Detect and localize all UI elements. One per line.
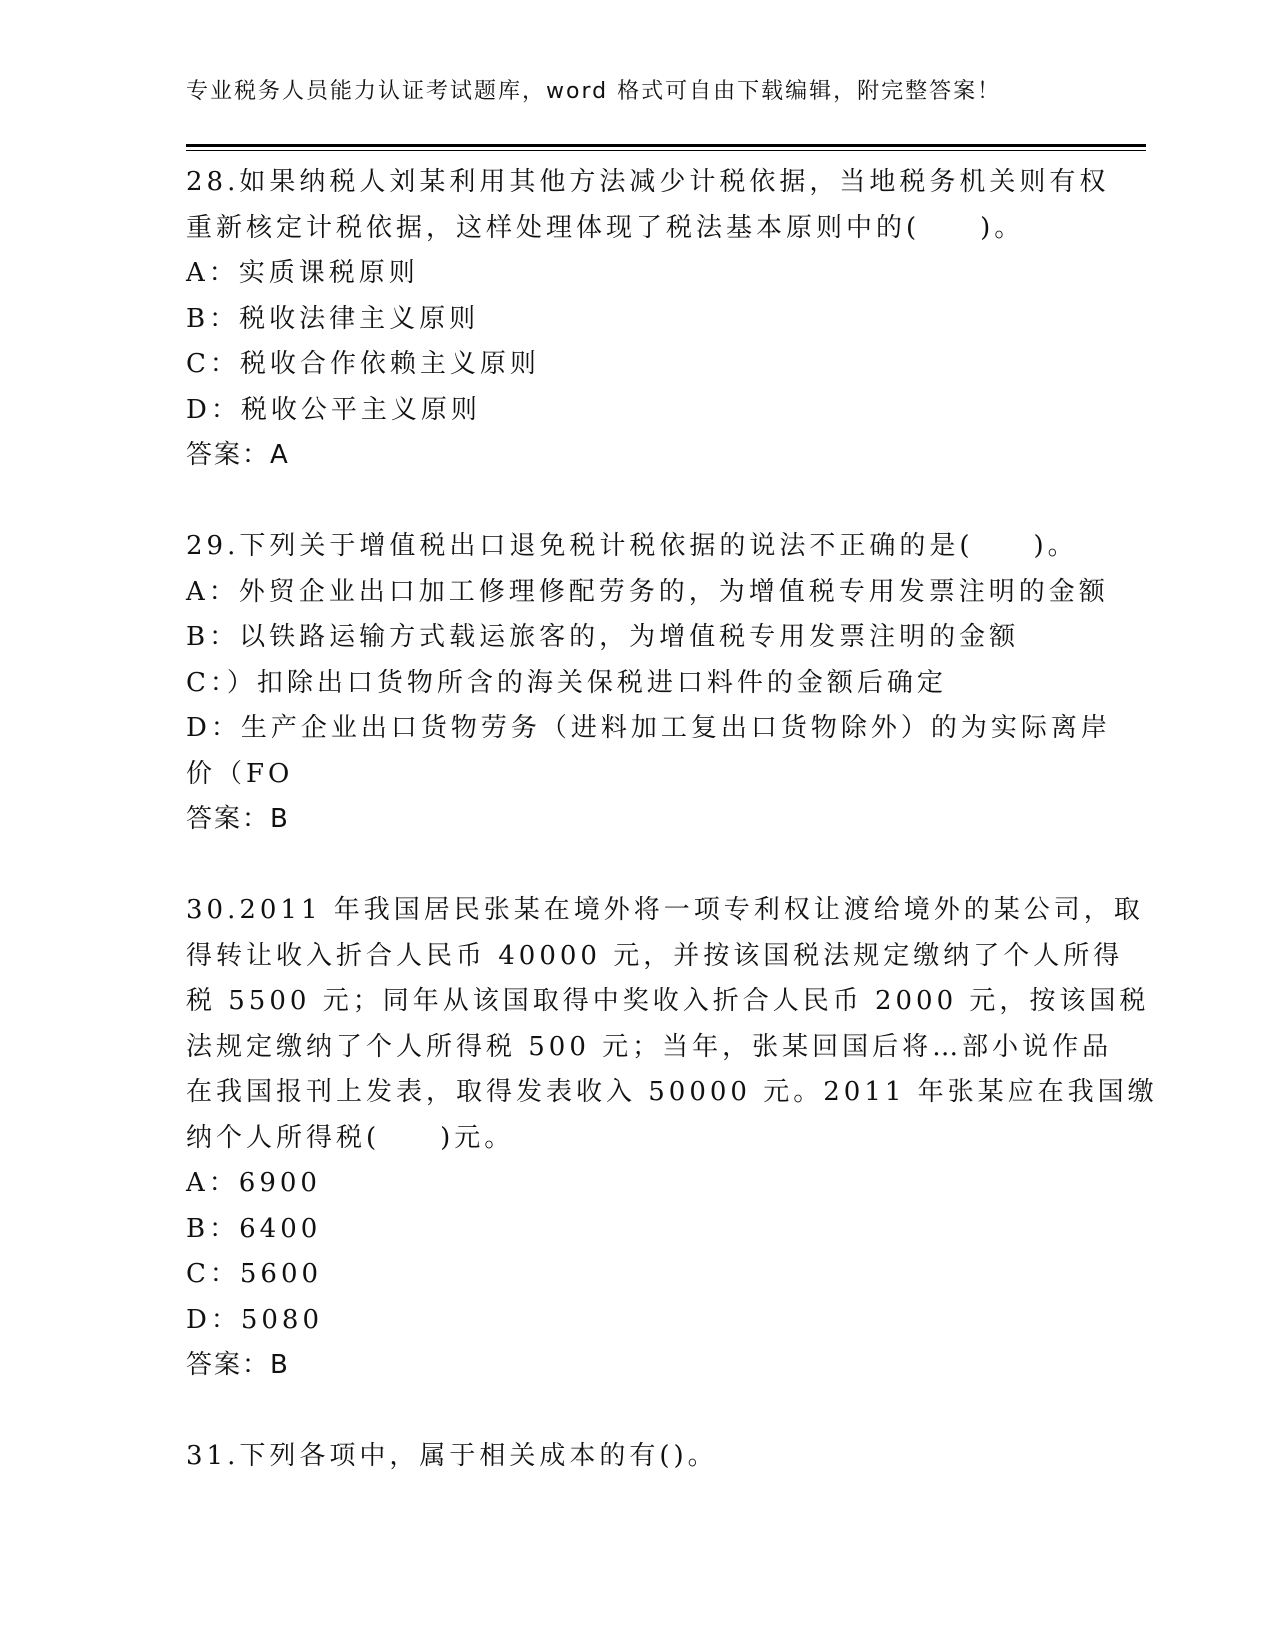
page-header: 专业税务人员能力认证考试题库，word 格式可自由下载编辑，附完整答案！ <box>186 79 1002 104</box>
option-d: D：5080 <box>186 1304 324 1335</box>
option-d: D：税收公平主义原则 <box>186 394 481 425</box>
question-stem-line: 30.2011 年我国居民张某在境外将一项专利权让渡给境外的某公司，取 <box>186 895 1144 925</box>
spacer <box>186 1389 1086 1435</box>
question-list <box>186 160 1158 1480</box>
option-d: D：生产企业出口货物劳务（进料加工复出口货物除外）的为实际离岸 <box>186 713 1111 743</box>
option-b: B：以铁路运输方式载运旅客的，为增值税专用发票注明的金额 <box>186 622 1020 652</box>
question-30 <box>186 888 1158 1389</box>
header-rule-thick <box>186 144 1146 147</box>
question-stem-line: 得转让收入折合人民币 40000 元，并按该国税法规定缴纳了个人所得 <box>186 940 1124 971</box>
option-a: A：实质课税原则 <box>186 258 419 288</box>
question-stem-line: 税 5500 元；同年从该国取得中奖收入折合人民币 2000 元，按该国税 <box>186 986 1150 1016</box>
answer-line: 答案：A <box>186 440 290 470</box>
question-31 <box>186 1434 1086 1480</box>
spacer <box>186 843 1086 889</box>
option-b: B：6400 <box>186 1213 322 1244</box>
question-29 <box>186 524 1111 843</box>
option-a: A：外贸企业出口加工修理修配劳务的，为增值税专用发票注明的金额 <box>186 576 1109 607</box>
answer-line: 答案：B <box>186 1350 290 1380</box>
question-stem-line: 重新核定计税依据，这样处理体现了税法基本原则中的( )。 <box>186 212 1025 243</box>
option-c: C：）扣除出口货物所含的海关保税进口料件的金额后确定 <box>186 667 947 698</box>
question-stem-line: 28.如果纳税人刘某利用其他方法减少计税依据，当地税务机关则有权 <box>186 167 1110 197</box>
option-d-continued: 价（FO <box>186 758 294 789</box>
question-stem-line: 31.下列各项中，属于相关成本的有()。 <box>186 1441 718 1471</box>
header-rule-thin <box>186 150 1146 151</box>
question-stem-line: 纳个人所得税( )元。 <box>186 1122 515 1153</box>
question-stem-line: 法规定缴纳了个人所得税 500 元；当年，张某回国后将…部小说作品 <box>186 1031 1113 1062</box>
spacer <box>186 479 1086 525</box>
option-c: C：税收合作依赖主义原则 <box>186 349 540 379</box>
question-stem-line: 29.下列关于增值税出口退免税计税依据的说法不正确的是( )。 <box>186 531 1078 561</box>
option-b: B：税收法律主义原则 <box>186 303 480 334</box>
option-a: A：6900 <box>186 1168 321 1198</box>
answer-line: 答案：B <box>186 804 290 834</box>
option-c: C：5600 <box>186 1259 323 1289</box>
question-stem-line: 在我国报刊上发表，取得发表收入 50000 元。2011 年张某应在我国缴 <box>186 1077 1158 1107</box>
question-28 <box>186 160 1110 479</box>
